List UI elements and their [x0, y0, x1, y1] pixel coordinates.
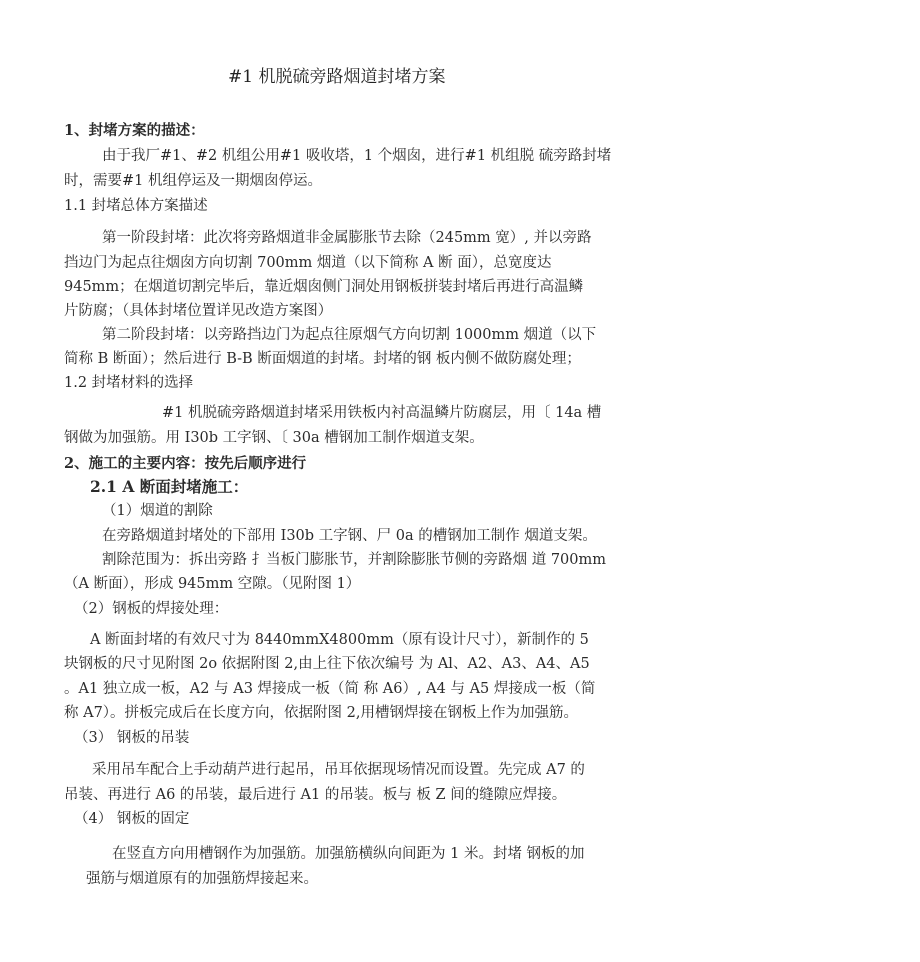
item-2-heading: （2）钢板的焊接处理： — [74, 601, 229, 617]
item-3-heading: （3） 钢板的吊装 — [74, 730, 190, 746]
paragraph-line: 采用吊车配合上手动葫芦进行起吊，吊耳依据现场情况而设置。先完成 A7 的 — [92, 762, 585, 778]
section-2-heading: 2、施工的主要内容：按先后顺序进行 — [64, 455, 307, 472]
paragraph-line: 945mm；在烟道切割完毕后，靠近烟囱侧门洞处用钢板拼装封堵后再进行高温鳞 — [64, 279, 584, 295]
paragraph-line: 挡边门为起点往烟囱方向切割 700mm 烟道（以下简称 A 断 面），总宽度达 — [64, 255, 552, 271]
subsection-1-2-heading: 1.2 封堵材料的选择 — [64, 375, 194, 391]
item-1-heading: （1）烟道的割除 — [102, 503, 213, 519]
paragraph-line: 在竖直方向用槽钢作为加强筋。加强筋横纵向间距为 1 米。封堵 钢板的加 — [112, 846, 585, 862]
section-1-heading: 1、封堵方案的描述： — [64, 122, 205, 139]
paragraph-line: 。A1 独立成一板，A2 与 A3 焊接成一板（简 称 A6）, A4 与 A5 焊接成一板（简 — [64, 681, 596, 697]
paragraph-line: #1 机脱硫旁路烟道封堵采用铁板内衬高温鳞片防腐层，用〔 14a 槽 — [162, 405, 602, 421]
paragraph-line: （A 断面），形成 945mm 空隙。（见附图 1） — [64, 576, 361, 592]
paragraph-line: 简称 B 断面）；然后进行 B-B 断面烟道的封堵。封堵的钢 板内侧不做防腐处理； — [64, 351, 581, 367]
paragraph-line: 强筋与烟道原有的加强筋焊接起来。 — [86, 871, 318, 887]
document-title: #1 机脱硫旁路烟道封堵方案 — [228, 67, 446, 87]
paragraph-line: 在旁路烟道封堵处的下部用 I30b 工字钢、尸 0a 的槽钢加工制作 烟道支架。 — [102, 528, 597, 544]
paragraph-line: 时，需要#1 机组停运及一期烟囱停运。 — [64, 173, 322, 189]
paragraph-line: A 断面封堵的有效尺寸为 8440mmX4800mm（原有设计尺寸），新制作的 5 — [90, 632, 589, 648]
paragraph-line: 第二阶段封堵：以旁路挡边门为起点往原烟气方向切割 1000mm 烟道（以下 — [102, 327, 597, 343]
paragraph-line: 割除范围为：拆出旁路 扌当板门膨胀节，并割除膨胀节侧的旁路烟 道 700mm — [102, 552, 606, 568]
paragraph-line: 称 A7）。拼板完成后在长度方向，依据附图 2,用槽钢焊接在钢板上作为加强筋。 — [64, 705, 578, 721]
paragraph-line: 块钢板的尺寸见附图 2o 依据附图 2,由上往下依次编号 为 Al、A2、A3、A4、A5 — [64, 656, 590, 672]
paragraph-line: 片防腐；（具体封堵位置详见改造方案图） — [64, 303, 333, 319]
paragraph-line: 吊装、再进行 A6 的吊装，最后进行 A1 的吊装。板与 板 Z 间的缝隙应焊接。 — [64, 787, 567, 803]
paragraph-line: 第一阶段封堵：此次将旁路烟道非金属膨胀节去除（245mm 宽）, 并以旁路 — [102, 230, 592, 246]
subsection-2-1-heading: 2.1 A 断面封堵施工： — [90, 477, 249, 496]
item-4-heading: （4） 钢板的固定 — [74, 811, 190, 827]
paragraph-line: 钢做为加强筋。用 I30b 工字钢、〔 30a 槽钢加工制作烟道支架。 — [64, 430, 484, 446]
paragraph-line: 由于我厂#1、#2 机组公用#1 吸收塔，1 个烟囱，进行#1 机组脱 硫旁路封堵 — [102, 148, 612, 164]
subsection-1-1-heading: 1.1 封堵总体方案描述 — [64, 198, 208, 214]
